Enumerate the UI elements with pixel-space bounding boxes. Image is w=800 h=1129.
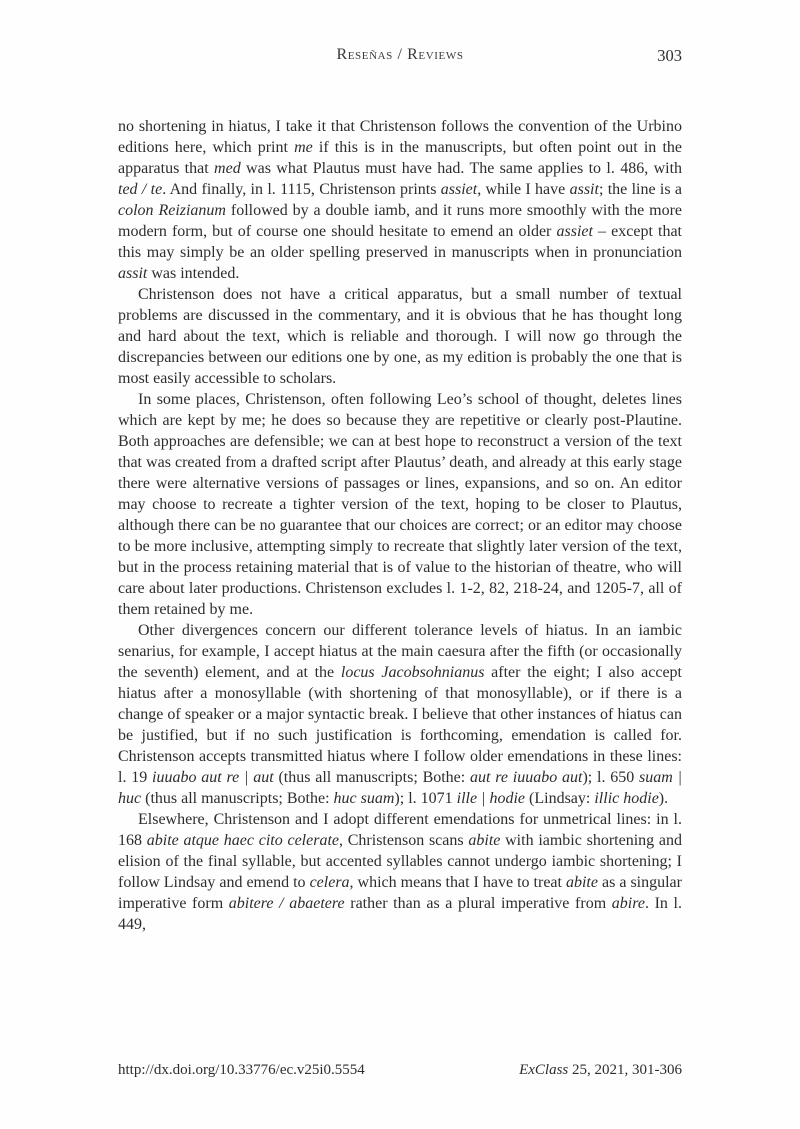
- text-segment: (thus all manuscripts; Bothe:: [141, 790, 334, 807]
- text-segment: In some places, Christenson, often following Leo’s school of thought, deletes lines which are kept by me; he does so because they are repetitive or clearly post-Plautine. Both approaches are defensible; we can at best hope to reconstruct a version of the text that was created from a drafted script after Plautus’ death, and already at this early stage there were alternative versions of passages or lines, expansions, and so on. An editor may choose to recreate a tighter version of the text, hoping to be closer to Plautus, although there can be no guarantee that our choices are correct; or an editor may choose to be more inclusive, attempting simply to recreate that slightly later version of the text, but in the process retaining material that is of value to the historian of theatre, who will care about later productions. Christenson excludes l. 1-2, 82, 218-24, and 1205-7, all of them retained by me.: [118, 391, 682, 618]
- italic-segment: iuuabo aut re | aut: [152, 769, 274, 786]
- italic-segment: locus Jacobsohnianus: [340, 664, 485, 681]
- text-segment: – except that this may simply be an older spelling preserved in manuscripts when in pronunciation: [118, 223, 682, 261]
- text-segment: (Lindsay:: [525, 790, 595, 807]
- paragraph: [118, 116, 682, 284]
- text-segment: if this is in the manuscripts, but often point out in the apparatus that: [118, 139, 682, 177]
- running-head: Reseñas / Reviews: [336, 46, 464, 63]
- text-segment: Elsewhere, Christenson and I adopt different emendations for unmetrical lines: in l. 168: [118, 811, 682, 849]
- citation-detail: 25, 2021, 301-306: [568, 1062, 682, 1078]
- text-segment: (thus all manuscripts; Bothe:: [273, 769, 471, 786]
- text-segment: Christenson does not have a critical apparatus, but a small number of textual problems are discussed in the commentary, and it is obvious that he has thought long and hard about the text, which is reliable and thorough. I will now go through the discrepancies between our editions one by one, as my edition is probably the one that is most easily accessible to scholars.: [118, 286, 682, 387]
- text-segment: , Christenson scans: [339, 832, 469, 849]
- text-segment: , which means that I have to treat: [349, 874, 566, 891]
- text-segment: rather than as a plural imperative from: [344, 895, 612, 912]
- text-segment: ); l. 650: [582, 769, 640, 786]
- italic-segment: illic hodie: [594, 790, 659, 807]
- italic-segment: assit: [118, 265, 148, 282]
- italic-segment: abite: [565, 874, 598, 891]
- page-footer: [118, 1062, 682, 1079]
- paragraph: [118, 284, 682, 389]
- text-segment: with iambic shortening and elision of the final syllable, but accented syllables cannot undergo iambic shortening; I follow Lindsay and emend to: [118, 832, 683, 891]
- italic-segment: abite: [468, 832, 501, 849]
- text-segment: . And finally, in l. 1115, Christenson prints: [162, 181, 441, 198]
- page-header: [118, 46, 682, 68]
- journal-name: ExClass: [519, 1062, 569, 1078]
- body-text: [118, 116, 682, 935]
- italic-segment: ille | hodie: [456, 790, 526, 807]
- text-segment: no shortening in hiatus, I take it that Christenson follows the convention of the Urbino editions here, which print: [118, 118, 682, 156]
- text-segment: ).: [658, 790, 669, 807]
- italic-segment: me: [294, 139, 313, 156]
- page-number: 303: [657, 46, 682, 65]
- italic-segment: colon Reizianum: [118, 202, 226, 219]
- italic-segment: med: [214, 160, 241, 177]
- italic-segment: assiet: [556, 223, 593, 240]
- italic-segment: assiet: [440, 181, 478, 198]
- italic-segment: ted / te: [118, 181, 163, 198]
- paragraph: [118, 620, 682, 809]
- text-segment: was intended.: [147, 265, 240, 282]
- italic-segment: abite atque haec cito celerate: [146, 832, 340, 849]
- italic-segment: celera: [309, 874, 350, 891]
- text-segment: as a singular imperative form: [118, 874, 682, 912]
- text-segment: Other divergences concern our different tolerance levels of hiatus. In an iambic senarius, for example, I accept hiatus at the main caesura after the fifth (or occasionally the seventh) element, and at the: [118, 622, 682, 681]
- text-segment: was what Plautus must have had. The same applies to l. 486, with: [240, 160, 683, 177]
- journal-citation: [519, 1062, 682, 1079]
- italic-segment: assit: [569, 181, 599, 198]
- text-segment: ); l. 1071: [394, 790, 457, 807]
- text-segment: after the eight; I also accept hiatus after a monosyllable (with shortening of that monosyllable), or if there is a change of speaker or a major syntactic break. I believe that other instances of hiatus can be justified, but if no such justification is forthcoming, emendation is called for. Christenson accepts transmitted hiatus where I follow older emendations in these lines: l. 19: [118, 664, 682, 786]
- italic-segment: huc suam: [333, 790, 395, 807]
- text-segment: , while I have: [477, 181, 570, 198]
- text-segment: . In l. 449,: [118, 895, 683, 933]
- italic-segment: aut re iuuabo aut: [470, 769, 583, 786]
- text-segment: followed by a double iamb, and it runs more smoothly with the more modern form, but of course one should hesitate to emend an older: [118, 202, 683, 240]
- italic-segment: abitere / abaetere: [228, 895, 345, 912]
- text-segment: ; the line is a: [598, 181, 682, 198]
- doi-link: http://dx.doi.org/10.33776/ec.v25i0.5554: [118, 1062, 365, 1078]
- paragraph: [118, 809, 682, 935]
- italic-segment: abire: [611, 895, 645, 912]
- paragraph: [118, 389, 682, 620]
- italic-segment: suam | huc: [118, 769, 683, 807]
